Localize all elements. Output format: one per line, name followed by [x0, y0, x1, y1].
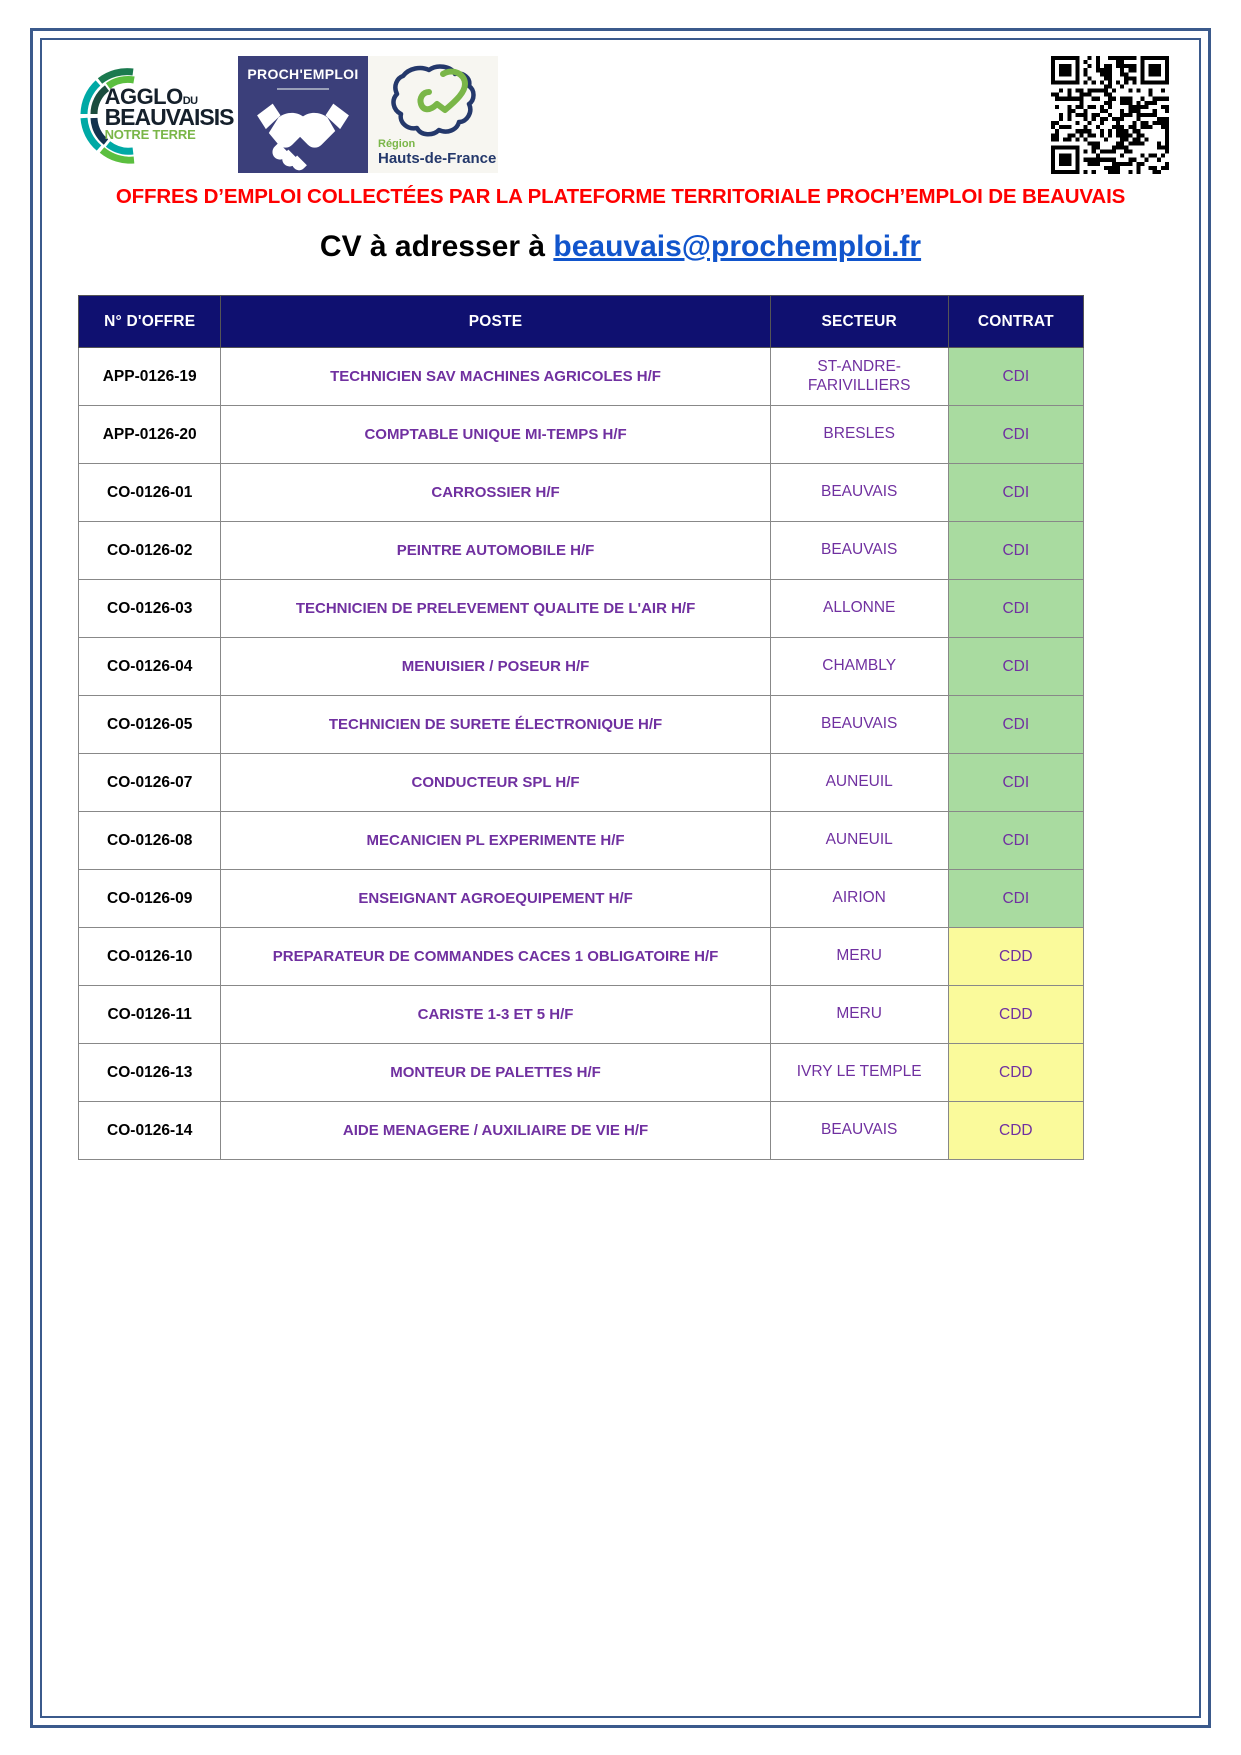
column-header-secteur: SECTEUR	[770, 296, 948, 348]
page-content	[40, 38, 1201, 1718]
table-row	[79, 1044, 1084, 1102]
cell-poste: COMPTABLE UNIQUE MI-TEMPS H/F	[221, 406, 770, 464]
column-header-poste: POSTE	[221, 296, 770, 348]
table-row	[79, 638, 1084, 696]
qr-code[interactable]	[1051, 56, 1169, 174]
cell-secteur: BRESLES	[770, 406, 948, 464]
prochemploi-title: PROCH'EMPLOI	[247, 65, 359, 82]
cell-offer-ref: CO-0126-09	[79, 870, 221, 928]
table-row	[79, 754, 1084, 812]
cell-secteur: AIRION	[770, 870, 948, 928]
cell-secteur: BEAUVAIS	[770, 464, 948, 522]
cell-poste: AIDE MENAGERE / AUXILIAIRE DE VIE H/F	[221, 1102, 770, 1160]
cell-contrat: CDI	[948, 870, 1083, 928]
cell-secteur: MERU	[770, 986, 948, 1044]
cell-poste: CONDUCTEUR SPL H/F	[221, 754, 770, 812]
cell-poste: MECANICIEN PL EXPERIMENTE H/F	[221, 812, 770, 870]
cell-secteur: ST-ANDRE-FARIVILLIERS	[770, 348, 948, 406]
cell-poste: CARROSSIER H/F	[221, 464, 770, 522]
cv-instruction	[42, 230, 1199, 264]
region-hauts-de-france-logo	[368, 56, 498, 173]
cell-contrat: CDD	[948, 1102, 1083, 1160]
table-row	[79, 812, 1084, 870]
cell-poste: TECHNICIEN SAV MACHINES AGRICOLES H/F	[221, 348, 770, 406]
agglo-line1: AGGLO	[104, 83, 183, 109]
cell-secteur: ALLONNE	[770, 580, 948, 638]
cell-offer-ref: CO-0126-08	[79, 812, 221, 870]
cell-contrat: CDI	[948, 406, 1083, 464]
cell-secteur: BEAUVAIS	[770, 1102, 948, 1160]
cell-secteur: IVRY LE TEMPLE	[770, 1044, 948, 1102]
cell-offer-ref: CO-0126-02	[79, 522, 221, 580]
agglo-line3: NOTRE TERRE	[104, 127, 196, 143]
cell-offer-ref: APP-0126-20	[79, 406, 221, 464]
logo-bar	[72, 54, 498, 174]
table-row	[79, 928, 1084, 986]
cell-contrat: CDI	[948, 580, 1083, 638]
handshake-icon	[248, 90, 358, 172]
cell-poste: CARISTE 1-3 ET 5 H/F	[221, 986, 770, 1044]
cell-secteur: CHAMBLY	[770, 638, 948, 696]
table-header-row	[79, 296, 1084, 348]
job-offers-table	[78, 295, 1084, 1160]
qr-code-icon	[1051, 56, 1169, 174]
cell-secteur: BEAUVAIS	[770, 522, 948, 580]
cell-poste: TECHNICIEN DE SURETE ÉLECTRONIQUE H/F	[221, 696, 770, 754]
table-row	[79, 580, 1084, 638]
cell-secteur: AUNEUIL	[770, 812, 948, 870]
cell-offer-ref: CO-0126-11	[79, 986, 221, 1044]
cell-contrat: CDI	[948, 522, 1083, 580]
table-row	[79, 986, 1084, 1044]
cell-offer-ref: CO-0126-13	[79, 1044, 221, 1102]
cell-offer-ref: CO-0126-03	[79, 580, 221, 638]
cell-secteur: AUNEUIL	[770, 754, 948, 812]
table-row	[79, 522, 1084, 580]
cell-offer-ref: CO-0126-07	[79, 754, 221, 812]
france-map-heart-icon	[379, 60, 487, 140]
cell-contrat: CDI	[948, 812, 1083, 870]
table-row	[79, 1102, 1084, 1160]
cell-offer-ref: CO-0126-14	[79, 1102, 221, 1160]
table-row	[79, 870, 1084, 928]
cell-contrat: CDI	[948, 696, 1083, 754]
cell-secteur: MERU	[770, 928, 948, 986]
table-body	[79, 348, 1084, 1160]
cell-contrat: CDI	[948, 754, 1083, 812]
cell-offer-ref: APP-0126-19	[79, 348, 221, 406]
cell-contrat: CDI	[948, 348, 1083, 406]
column-header-ref: N° D'OFFRE	[79, 296, 221, 348]
cell-contrat: CDI	[948, 464, 1083, 522]
agglo-beauvaisis-logo	[72, 60, 232, 168]
cell-contrat: CDD	[948, 1044, 1083, 1102]
cell-offer-ref: CO-0126-05	[79, 696, 221, 754]
cv-email-link[interactable]: beauvais@prochemploi.fr	[553, 230, 922, 263]
cell-poste: MONTEUR DE PALETTES H/F	[221, 1044, 770, 1102]
agglo-line1-small: DU	[182, 94, 198, 107]
cell-poste: PEINTRE AUTOMOBILE H/F	[221, 522, 770, 580]
region-wordmark	[378, 139, 496, 166]
table-row	[79, 696, 1084, 754]
cell-contrat: CDD	[948, 986, 1083, 1044]
cell-contrat: CDI	[948, 638, 1083, 696]
region-line2: Hauts-de-France	[378, 149, 497, 167]
page-border-frame	[30, 28, 1211, 1728]
region-line1: Région	[378, 138, 416, 151]
cell-poste: MENUISIER / POSEUR H/F	[221, 638, 770, 696]
cell-contrat: CDD	[948, 928, 1083, 986]
table-row	[79, 406, 1084, 464]
cv-prefix: CV à adresser à	[319, 230, 554, 263]
page-title-banner: OFFRES D’EMPLOI COLLECTÉES PAR LA PLATEFORME TERRITORIALE PROCH’EMPLOI DE BEAUVAIS	[115, 185, 1126, 208]
cell-offer-ref: CO-0126-01	[79, 464, 221, 522]
cell-offer-ref: CO-0126-04	[79, 638, 221, 696]
table-row	[79, 464, 1084, 522]
cell-secteur: BEAUVAIS	[770, 696, 948, 754]
cell-offer-ref: CO-0126-10	[79, 928, 221, 986]
cell-poste: ENSEIGNANT AGROEQUIPEMENT H/F	[221, 870, 770, 928]
table-row	[79, 348, 1084, 406]
cell-poste: TECHNICIEN DE PRELEVEMENT QUALITE DE L'AIR H/F	[221, 580, 770, 638]
cell-poste: PREPARATEUR DE COMMANDES CACES 1 OBLIGATOIRE H/F	[221, 928, 770, 986]
column-header-contrat: CONTRAT	[948, 296, 1083, 348]
prochemploi-logo	[238, 56, 368, 173]
agglo-line2: BEAUVAISIS	[104, 104, 234, 131]
agglo-wordmark	[104, 83, 234, 143]
